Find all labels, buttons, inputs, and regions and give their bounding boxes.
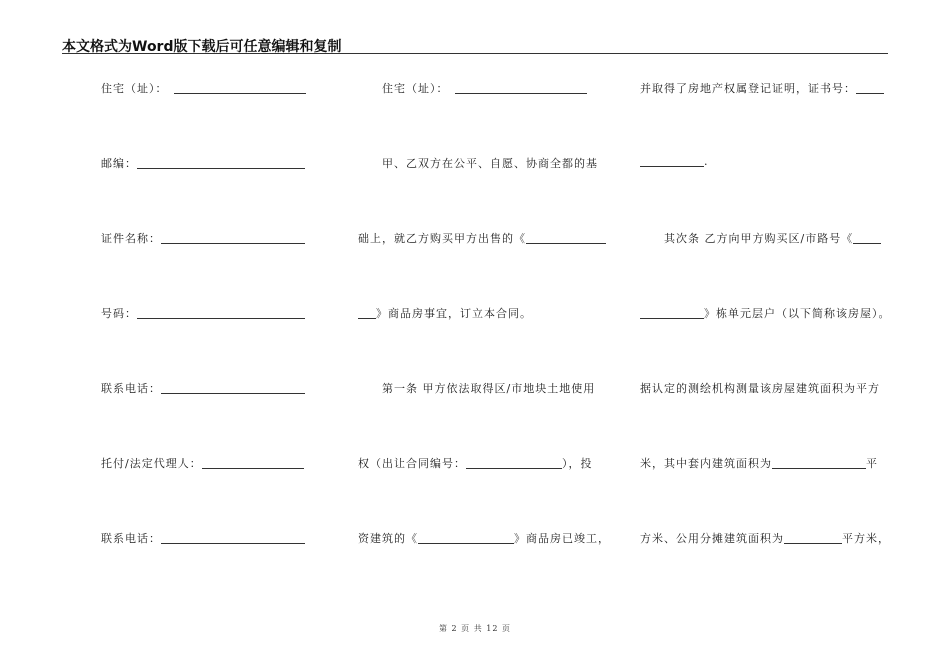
header-divider bbox=[62, 53, 888, 54]
agent-label: 托付/法定代理人： bbox=[101, 457, 202, 470]
id-name-label: 证件名称： bbox=[101, 232, 161, 245]
middle-line-6 bbox=[358, 455, 593, 471]
left-line-agent bbox=[101, 455, 304, 471]
right-line-2-end: . bbox=[704, 155, 709, 168]
middle-line-3-text: 础上，就乙方购买甲方出售的《 bbox=[358, 232, 526, 245]
property-name-blank-cont bbox=[358, 307, 376, 319]
left-line-phone-2 bbox=[101, 530, 305, 546]
residence-blank bbox=[174, 82, 306, 94]
left-line-id-number bbox=[101, 305, 305, 321]
middle-line-6-text: 权（出让合同编号： bbox=[358, 457, 466, 470]
right-line-4 bbox=[640, 305, 891, 321]
certificate-number-blank bbox=[856, 82, 884, 94]
middle-residence-label: 住宅（址）： bbox=[382, 82, 449, 95]
middle-line-5: 第一条 甲方依法取得区/市地块土地使用 bbox=[382, 382, 596, 395]
right-line-6-text: 米，其中套内建筑面积为 bbox=[640, 457, 772, 470]
middle-line-7-end: 》商品房已竣工， bbox=[514, 532, 610, 545]
postcode-blank bbox=[137, 157, 305, 169]
middle-line-4-text: 》商品房事宜，订立本合同。 bbox=[376, 307, 532, 320]
middle-line-residence bbox=[382, 80, 587, 96]
middle-line-3 bbox=[358, 230, 606, 246]
right-line-4-text: 》栋单元层户（以下简称该房屋）。 bbox=[704, 307, 891, 320]
right-line-6 bbox=[640, 455, 878, 471]
id-name-blank bbox=[161, 232, 305, 244]
right-line-3-text: 其次条 乙方向甲方购买区/市路号《 bbox=[664, 232, 854, 245]
middle-line-7 bbox=[358, 530, 610, 546]
middle-residence-blank bbox=[455, 82, 587, 94]
property-address-blank bbox=[853, 232, 881, 244]
contract-number-blank bbox=[466, 457, 562, 469]
inner-area-blank bbox=[772, 457, 866, 469]
property-address-blank-cont bbox=[640, 307, 704, 319]
building-name-blank bbox=[418, 532, 514, 544]
right-line-1-text: 并取得了房地产权属登记证明，证书号： bbox=[640, 82, 856, 95]
id-number-blank bbox=[137, 307, 305, 319]
middle-line-7-text: 资建筑的《 bbox=[358, 532, 418, 545]
middle-line-4 bbox=[358, 305, 532, 321]
left-line-id-name bbox=[101, 230, 305, 246]
id-number-label: 号码： bbox=[101, 307, 137, 320]
postcode-label: 邮编： bbox=[101, 157, 137, 170]
left-line-phone bbox=[101, 380, 305, 396]
shared-area-blank bbox=[784, 532, 842, 544]
right-line-3 bbox=[664, 230, 881, 246]
phone-blank bbox=[161, 382, 305, 394]
phone-label: 联系电话： bbox=[101, 382, 161, 395]
right-line-6-end: 平 bbox=[866, 457, 878, 470]
document-header-title: 本文格式为Word版下载后可任意编辑和复制 bbox=[62, 39, 342, 55]
phone-2-blank bbox=[161, 532, 305, 544]
right-line-1 bbox=[640, 80, 884, 96]
phone-2-label: 联系电话： bbox=[101, 532, 161, 545]
right-line-7 bbox=[640, 530, 890, 546]
certificate-number-blank-cont bbox=[640, 155, 704, 167]
property-name-blank bbox=[526, 232, 606, 244]
middle-line-2: 甲、乙双方在公平、自愿、协商全都的基 bbox=[382, 157, 598, 170]
right-line-7-text: 方米、公用分摊建筑面积为 bbox=[640, 532, 784, 545]
right-line-5: 据认定的测绘机构测量该房屋建筑面积为平方 bbox=[640, 382, 880, 395]
middle-line-6-end: ），投 bbox=[562, 457, 593, 470]
right-line-2 bbox=[640, 155, 709, 168]
agent-blank bbox=[202, 457, 304, 469]
left-line-residence bbox=[101, 80, 306, 96]
right-line-7-end: 平方米， bbox=[842, 532, 890, 545]
page-number: 第 2 页 共 12 页 bbox=[439, 624, 511, 633]
residence-label: 住宅（址）： bbox=[101, 82, 168, 95]
left-line-postcode bbox=[101, 155, 305, 171]
